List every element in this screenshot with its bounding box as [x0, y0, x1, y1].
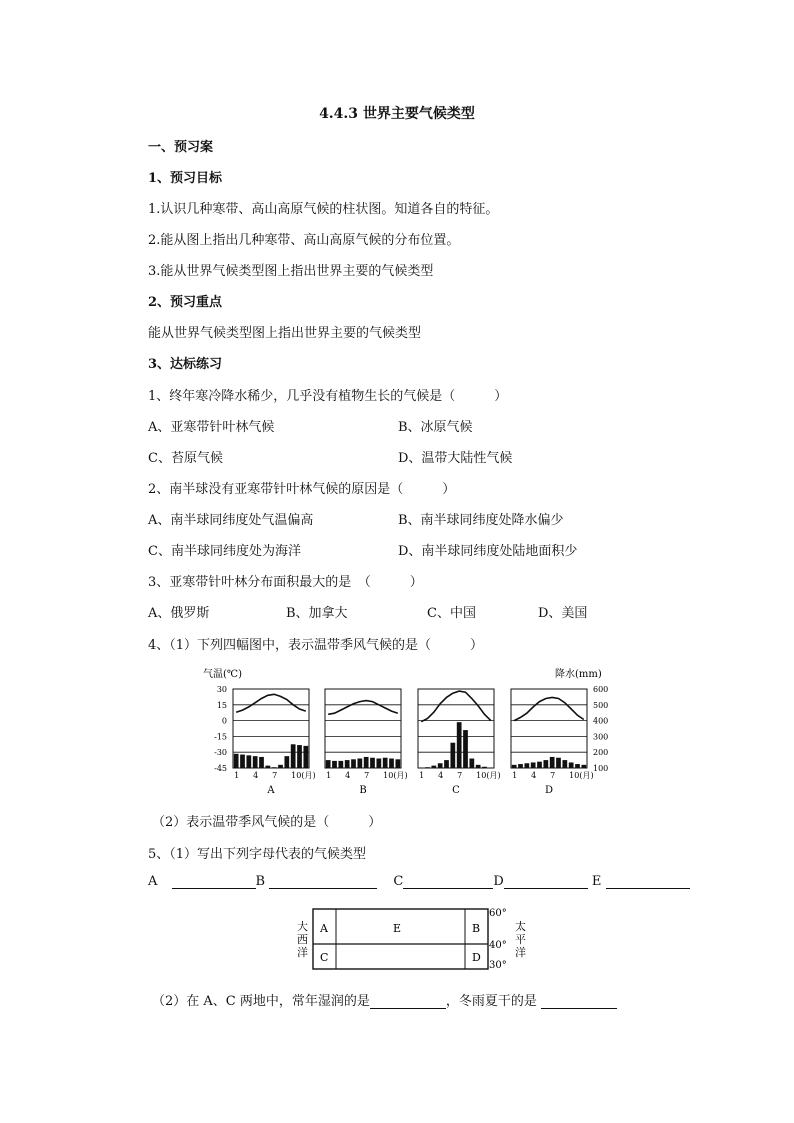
temperature-axis-title: 气温(℃)	[203, 669, 242, 680]
precipitation-bar	[297, 745, 302, 768]
precipitation-bar	[326, 760, 331, 768]
q5-answer-b-field[interactable]	[269, 874, 377, 889]
precipitation-bar	[562, 760, 567, 768]
precipitation-bar	[512, 765, 517, 768]
precipitation-bar	[234, 754, 239, 768]
temperature-tick-label: -30	[214, 748, 227, 758]
q3-option-a: A、俄罗斯	[148, 606, 210, 621]
precipitation-tick-label: 100	[593, 764, 609, 773]
month-tick-label: 10(月)	[476, 771, 501, 780]
precipitation-bar	[457, 722, 462, 768]
question-4-part-1: 4、（1）下列四幅图中，表示温带季风气候的是（ ）	[148, 638, 484, 653]
precipitation-tick-label: 500	[593, 700, 609, 710]
precipitation-bar	[438, 763, 443, 768]
precipitation-tick-label: 200	[593, 748, 609, 758]
month-tick-label: 7	[550, 771, 556, 780]
month-tick-label: 4	[438, 771, 444, 780]
q5-label-c: C	[393, 874, 404, 889]
question-5-part-1: 5、（1）写出下列字母代表的气候类型	[148, 847, 367, 862]
temperature-axis-ticks	[214, 685, 227, 773]
climate-chart-b	[325, 689, 408, 796]
precipitation-bar	[253, 756, 258, 768]
lat-30-label: 30°	[489, 960, 507, 971]
q3-option-c: C、中国	[427, 606, 476, 621]
q1-option-c: C、苔原气候	[148, 451, 223, 466]
precipitation-bar	[575, 764, 580, 768]
precipitation-bar	[284, 756, 289, 768]
map-cell-c: C	[320, 951, 329, 964]
precipitation-bar	[364, 757, 369, 768]
chart-panel-letter: C	[452, 785, 460, 796]
month-tick-label: 10(月)	[291, 771, 316, 780]
precipitation-bar	[370, 758, 375, 768]
precipitation-bar	[265, 766, 270, 768]
precipitation-bar	[425, 767, 430, 768]
climate-charts	[203, 666, 611, 798]
q5-label-e: E	[591, 874, 602, 889]
precipitation-bar	[581, 765, 586, 768]
q1-option-b: B、冰原气候	[398, 420, 473, 435]
precipitation-bar	[556, 758, 561, 768]
precipitation-axis-ticks	[593, 685, 608, 773]
q5-blanks-row	[148, 874, 690, 889]
q2-option-c: C、南半球同纬度处为海洋	[148, 544, 301, 559]
month-tick-label: 4	[345, 771, 351, 780]
section-focus-heading: 2、预习重点	[148, 295, 223, 310]
q5-answer-c-field[interactable]	[403, 874, 493, 889]
q5-label-b: B	[255, 874, 266, 889]
q3-option-d: D、美国	[538, 606, 588, 621]
temperature-curve	[514, 697, 584, 720]
precipitation-bar	[537, 762, 542, 768]
map-cell-e: E	[393, 922, 402, 935]
q5-humid-answer-field[interactable]	[370, 994, 446, 1009]
section-practice-heading: 3、达标练习	[148, 357, 223, 372]
month-tick-label: 7	[457, 771, 463, 780]
section-goals-heading: 1、预习目标	[148, 171, 223, 186]
month-tick-label: 7	[364, 771, 370, 780]
precipitation-bar	[476, 765, 481, 768]
page-title: 4.4.3 世界主要气候类型	[319, 106, 475, 122]
question-1: 1、终年寒冷降水稀少，几乎没有植物生长的气候是（ ）	[148, 389, 508, 404]
temperature-tick-label: 30	[216, 685, 227, 694]
chart-panel-letter: A	[267, 785, 275, 796]
lat-60-label: 60°	[489, 908, 507, 919]
q5-answer-d-field[interactable]	[504, 874, 588, 889]
goal-1: 1.认识几种寒带、高山高原气候的柱状图。知道各自的特征。	[148, 202, 499, 217]
precipitation-bar	[357, 759, 362, 768]
q1-option-a: A、亚寒带针叶林气候	[148, 420, 275, 435]
precipitation-bar	[463, 730, 468, 768]
temperature-tick-label: -45	[214, 764, 227, 773]
q3-option-b: B、加拿大	[286, 606, 348, 621]
precipitation-bar	[444, 760, 449, 768]
q5-answer-a-field[interactable]	[172, 874, 256, 889]
precipitation-bar	[450, 743, 455, 768]
q2-option-a: A、南半球同纬度处气温偏高	[148, 513, 314, 528]
q5-part-2-prefix: （2）在 A、C 两地中，常年湿润的是	[152, 994, 370, 1009]
precipitation-bar	[291, 744, 296, 768]
precipitation-bar	[569, 762, 574, 768]
precipitation-bar	[524, 763, 529, 768]
month-tick-label: 4	[253, 771, 259, 780]
precipitation-bar	[518, 764, 523, 768]
precipitation-bar	[259, 757, 264, 768]
q5-label-a: A	[148, 874, 158, 889]
month-tick-label: 1	[512, 771, 518, 780]
month-tick-label: 7	[272, 771, 278, 780]
precipitation-bar	[531, 762, 536, 768]
question-3: 3、亚寒带针叶林分布面积最大的是 （ ）	[148, 575, 423, 590]
precipitation-bar	[395, 759, 400, 768]
climate-chart-a	[233, 689, 316, 796]
precipitation-tick-label: 400	[593, 716, 609, 726]
month-tick-label: 10(月)	[383, 771, 408, 780]
precipitation-bar	[240, 755, 245, 768]
q5-label-d: D	[493, 874, 504, 889]
q5-part-2-row	[152, 990, 617, 1009]
precipitation-bar	[482, 767, 487, 768]
precipitation-bar	[376, 759, 381, 768]
chart-panel-letter: D	[544, 785, 554, 796]
q5-dry-summer-answer-field[interactable]	[541, 994, 617, 1009]
month-tick-label: 10(月)	[569, 771, 594, 780]
section-preview-heading: 一、预习案	[148, 140, 214, 155]
q5-answer-e-field[interactable]	[606, 874, 690, 889]
precipitation-bar	[383, 758, 388, 768]
month-tick-label: 1	[419, 771, 425, 780]
question-2: 2、南半球没有亚寒带针叶林气候的原因是（ ）	[148, 482, 456, 497]
temperature-curve	[328, 701, 398, 715]
climate-schematic-map	[293, 906, 533, 972]
climate-chart-d	[511, 689, 594, 796]
precipitation-tick-label: 300	[593, 732, 609, 742]
map-frame	[313, 909, 488, 969]
precipitation-bar	[469, 759, 474, 768]
lat-40-label: 40°	[489, 940, 507, 951]
precipitation-bar	[303, 746, 308, 768]
q2-option-b: B、南半球同纬度处降水偏少	[398, 513, 564, 528]
pacific-label-2: 平	[515, 933, 526, 946]
pacific-label-1: 太	[515, 920, 526, 933]
precipitation-bar	[431, 766, 436, 768]
focus-text: 能从世界气候类型图上指出世界主要的气候类型	[148, 326, 422, 341]
temperature-tick-label: 15	[216, 700, 227, 710]
month-tick-label: 1	[234, 771, 240, 780]
chart-panel-letter: B	[359, 785, 367, 796]
goal-2: 2.能从图上指出几种寒带、高山高原气候的分布位置。	[148, 233, 460, 248]
chart-frame	[418, 689, 494, 768]
question-4-part-2: （2）表示温带季风气候的是（ ）	[152, 815, 382, 830]
precipitation-bar	[345, 760, 350, 768]
precipitation-bar	[389, 759, 394, 768]
precipitation-bar	[550, 757, 555, 768]
temperature-curve	[236, 694, 306, 712]
precipitation-bar	[543, 760, 548, 768]
pacific-label-3: 洋	[515, 946, 526, 959]
map-cell-b: B	[472, 922, 481, 935]
month-tick-label: 4	[531, 771, 537, 780]
precipitation-bar	[246, 755, 251, 768]
atlantic-label-1: 大	[297, 920, 308, 933]
temperature-curve	[421, 691, 491, 722]
climate-chart-c	[418, 689, 501, 796]
precipitation-bar	[272, 767, 277, 768]
month-tick-label: 1	[326, 771, 332, 780]
temperature-tick-label: -15	[214, 732, 227, 742]
atlantic-label-3: 洋	[297, 946, 308, 959]
temperature-tick-label: 0	[221, 716, 227, 726]
precipitation-bar	[332, 761, 337, 768]
q2-option-d: D、南半球同纬度处陆地面积少	[398, 544, 578, 559]
goal-3: 3.能从世界气候类型图上指出世界主要的气候类型	[148, 264, 434, 279]
precipitation-axis-title: 降水(mm)	[555, 669, 602, 680]
chart-frame	[511, 689, 587, 768]
chart-panels	[233, 689, 594, 796]
precipitation-bar	[351, 759, 356, 768]
map-cell-a: A	[320, 922, 328, 935]
precipitation-bar	[338, 761, 343, 768]
atlantic-label-2: 西	[297, 933, 308, 946]
precipitation-bar	[278, 765, 283, 768]
q5-part-2-mid: ，冬雨夏干的是	[445, 994, 537, 1009]
q1-option-d: D、温带大陆性气候	[398, 451, 513, 466]
precipitation-tick-label: 600	[593, 685, 609, 694]
map-cell-d: D	[472, 951, 481, 964]
